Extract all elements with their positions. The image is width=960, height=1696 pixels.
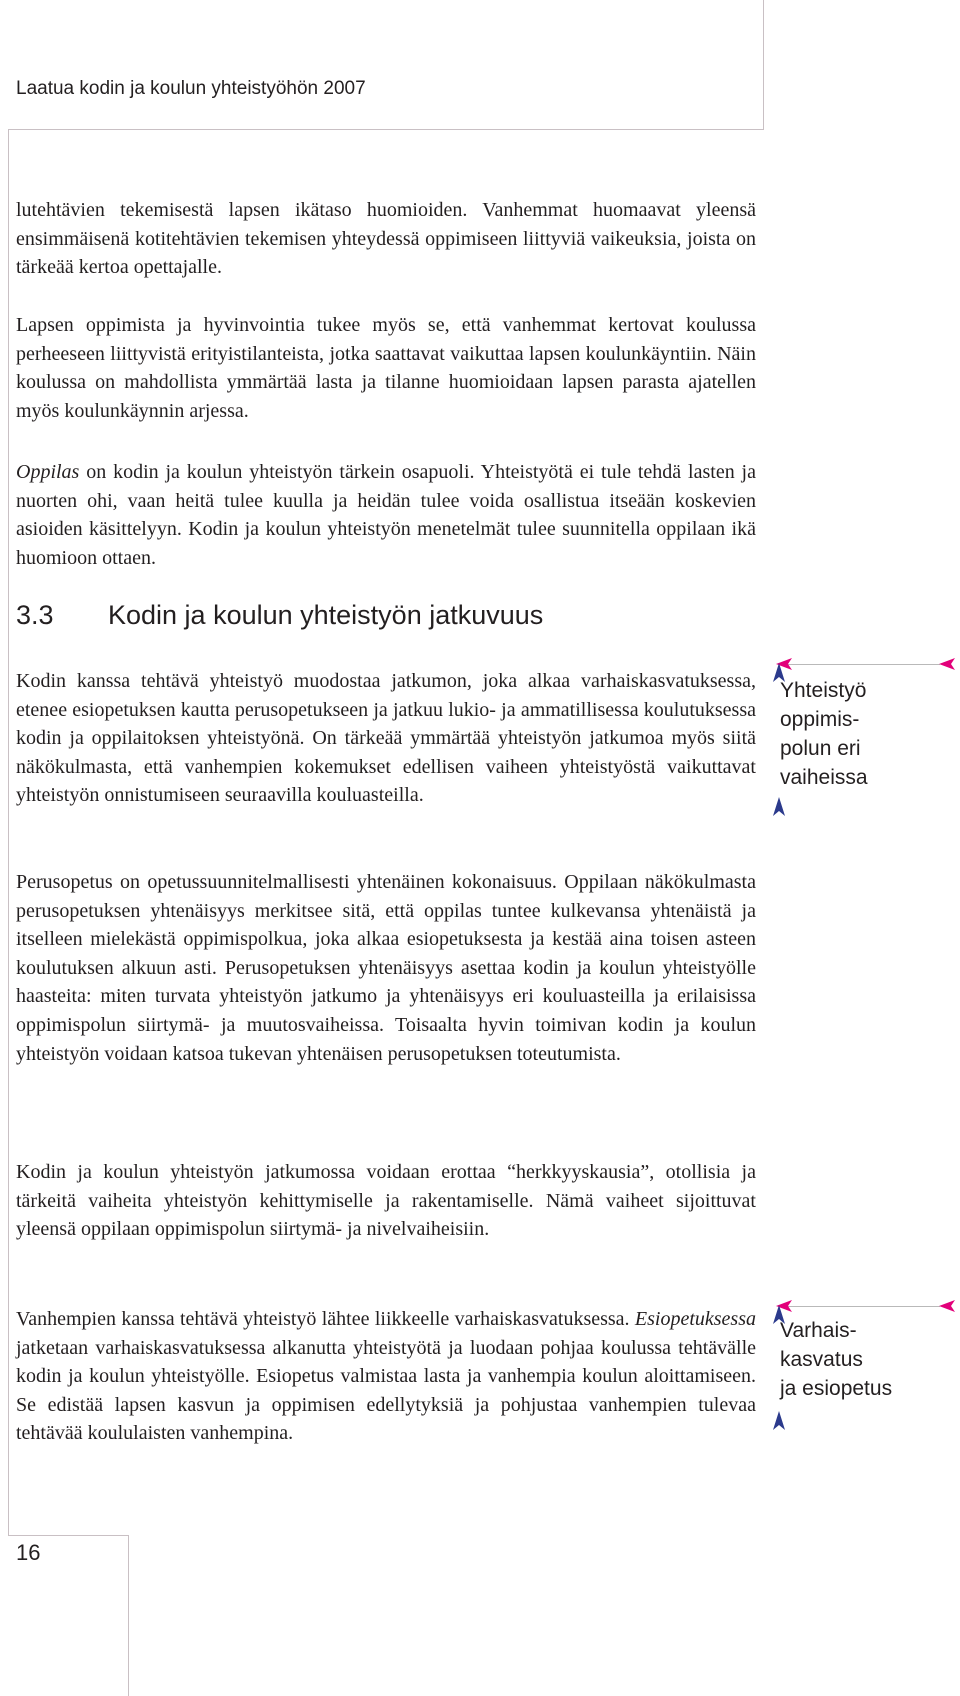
margin-note-1-rule — [782, 664, 940, 665]
margin-note-2 — [780, 1316, 945, 1403]
paragraph-7 — [16, 1305, 756, 1448]
margin-note-1-line: Yhteistyö — [780, 679, 867, 702]
section-title: Kodin ja koulun yhteistyön jatkuvuus — [108, 600, 544, 630]
margin-note-1-line: polun eri — [780, 737, 861, 760]
footer-horizontal-rule — [8, 1535, 128, 1536]
left-vertical-rule — [8, 129, 9, 1535]
margin-note-2-line: ja esiopetus — [780, 1377, 893, 1400]
paragraph-7-text-b: jatketaan varhaiskasvatuksessa alkanutta yhteistyötä ja luodaan pohjaa koulussa tehtävälle kodin ja koulun yhteistyölle. Esiopetus valmistaa lasta ja vanhempia koulun aloittamiseen. Se edistää lapsen kasvun ja oppimisen edellytyksiä ja pohjustaa vanhempien tulevaa tehtävää koululaisten vanhempina. — [16, 1336, 756, 1445]
magenta-arrow-icon — [937, 1299, 957, 1313]
header-horizontal-rule — [8, 129, 764, 130]
paragraph-6: Kodin ja koulun yhteistyön jatkumossa voidaan erottaa “herkkyyskausia”, otollisia ja tärkeitä vaiheita yhteistyön kehittymiselle ja rakentamiselle. Nämä vaiheet sijoittuvat yleensä oppilaan oppimispolun siirtymä- ja nivelvaiheisiin. — [16, 1161, 756, 1241]
navy-arrow-up-icon — [772, 796, 786, 818]
top-right-vertical-rule — [763, 0, 764, 130]
paragraph-3-emphasis: Oppilas — [16, 461, 80, 483]
page-number: 16 — [16, 1540, 41, 1565]
footer-vertical-rule — [128, 1535, 129, 1696]
paragraph-1: lutehtävien tekemisestä lapsen ikätaso huomioiden. Vanhemmat huomaavat yleensä ensimmäisenä kotitehtävien tekemisen yhteydessä oppimiseen liittyviä vaikeuksia, joista on tärkeää kertoa opettajalle. — [16, 199, 756, 279]
running-header: Laatua kodin ja koulun yhteistyöhön 2007 — [16, 78, 366, 99]
paragraph-4: Kodin kanssa tehtävä yhteistyö muodostaa jatkumon, joka alkaa varhaiskasvatuksessa, etenee esiopetuksen kautta perusopetukseen ja jatkuu lukio- ja ammatillisessa koulutuksessa kodin ja oppilaitoksen yhteistyönä. On tärkeää ymmärtää yhteistyön jatkumoa myös siitä näkökulmasta, että vanhempien kokemukset edellisen vaiheen yhteistyöstä vaikuttavat yhteistyön onnistumiseen seuraavilla kouluasteilla. — [16, 670, 756, 807]
paragraph-3 — [16, 458, 756, 572]
paragraph-3-text: on kodin ja koulun yhteistyön tärkein osapuoli. Yhteistyötä ei tule tehdä lasten ja nuorten ohi, vaan heitä tulee kuulla ja heidän tulee voida osallistua itseään koskevien asioiden käsittelyyn. Kodin ja koulun yhteistyön menetelmät tulee suunnitella oppilaan ikä huomioon ottaen. — [16, 461, 756, 569]
margin-note-2-line: kasvatus — [780, 1348, 863, 1371]
margin-note-1-line: oppimis- — [780, 708, 860, 731]
navy-arrow-up-icon — [772, 1410, 786, 1432]
paragraph-5: Perusopetus on opetussuunnitelmallisesti yhtenäinen kokonaisuus. Oppilaan näkökulmasta perusopetuksen yhtenäisyys merkitsee sitä, että oppilas tuntee kulkevansa yhtenäistä ja itselleen mielekästä oppimispolkua, joka alkaa esiopetuksesta ja kestää aina toisen asteen koulutuksen alkuun asti. Perusopetuksen yhtenäisyys asettaa kodin ja koulun yhteistyölle haasteita: miten turvata yhteistyön jatkumo ja yhtenäisyys eri kouluasteilla ja erilaisissa oppimispolun siirtymä- ja muutosvaiheissa. Toisaalta hyvin toimivan kodin ja koulun yhteistyön voidaan katsoa tukevan yhtenäisen perusopetuksen toteutumista. — [16, 871, 756, 1065]
margin-note-1 — [780, 676, 945, 792]
margin-note-1-line: vaiheissa — [780, 766, 868, 789]
margin-note-2-line: Varhais- — [780, 1319, 857, 1342]
section-heading — [16, 600, 543, 631]
paragraph-7-text-a: Vanhempien kanssa tehtävä yhteistyö lähtee liikkeelle varhaiskasvatuksessa. — [16, 1308, 635, 1330]
paragraph-2: Lapsen oppimista ja hyvinvointia tukee myös se, että vanhemmat kertovat koulussa perheeseen liittyvistä erityistilanteista, jotka saattavat vaikuttaa lapsen koulunkäyntiin. Näin koulussa on mahdollista ymmärtää lasta ja tilanne huomioidaan lapsen parasta ajatellen myös koulunkäynnin arjessa. — [16, 314, 756, 422]
section-number: 3.3 — [16, 600, 54, 630]
magenta-arrow-icon — [937, 657, 957, 671]
paragraph-7-emphasis: Esiopetuksessa — [634, 1308, 756, 1330]
margin-note-2-rule — [782, 1306, 940, 1307]
